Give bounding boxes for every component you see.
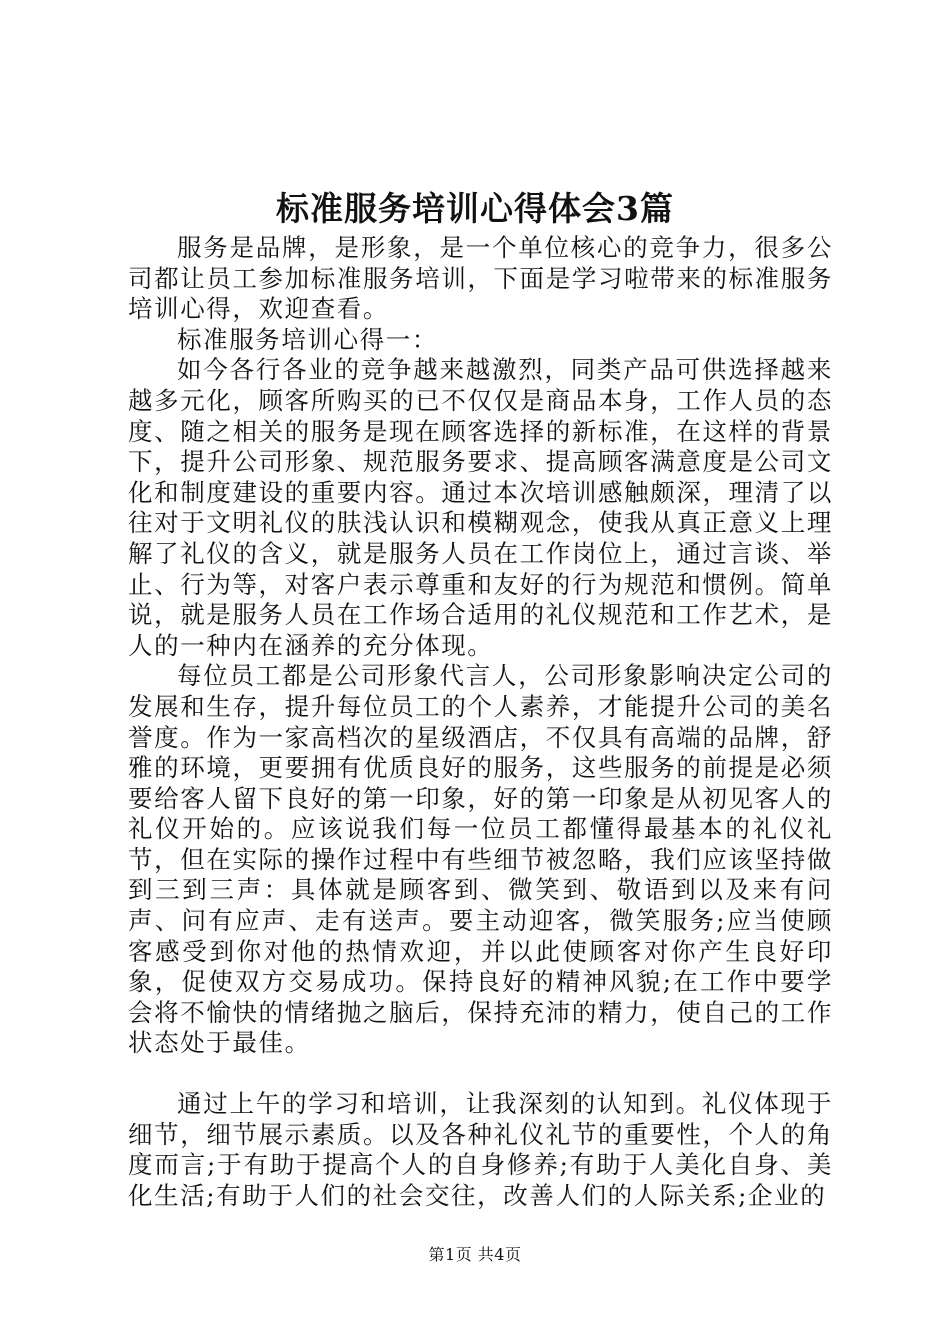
section-heading: 标准服务培训心得一： (177, 324, 438, 354)
intro-paragraph: 服务是品牌，是形象，是一个单位核心的竞争力，很多公司都让员工参加标准服务培训，下面是学习啦带来的标准服务培训心得，欢迎查看。 (128, 233, 833, 324)
body-paragraph: 通过上午的学习和培训，让我深刻的认知到。礼仪体现于细节，细节展示素质。以及各种礼仪礼节的重要性，个人的角度而言;于有助于提高个人的自身修养;有助于人美化自身、美化生活;有助于人们的社会交往，改善人们的人际关系;企业的 (128, 1089, 833, 1210)
body-paragraph: 如今各行各业的竞争越来越激烈，同类产品可供选择越来越多元化，顾客所购买的已不仅仅是商品本身，工作人员的态度、随之相关的服务是现在顾客选择的新标准，在这样的背景下，提升公司形象、规范服务要求、提高顾客满意度是公司文化和制度建设的重要内容。通过本次培训感触颇深，理清了以往对于文明礼仪的肤浅认识和模糊观念，使我从真正意义上理解了礼仪的含义，就是服务人员在工作岗位上，通过言谈、举止、行为等，对客户表示尊重和友好的行为规范和惯例。简单说，就是服务人员在工作场合适用的礼仪规范和工作艺术，是人的一种内在涵养的充分体现。 (128, 355, 833, 660)
body-paragraph: 每位员工都是公司形象代言人，公司形象影响决定公司的发展和生存，提升每位员工的个人素养，才能提升公司的美名誉度。作为一家高档次的星级酒店，不仅具有高端的品牌，舒雅的环境，更要拥有优质良好的服务，这些服务的前提是必须要给客人留下良好的第一印象，好的第一印象是从初见客人的礼仪开始的。应该说我们每一位员工都懂得最基本的礼仪礼节，但在实际的操作过程中有些细节被忽略，我们应该坚持做到三到三声：具体就是顾客到、微笑到、敬语到以及来有问声、问有应声、走有送声。要主动迎客，微笑服务;应当使顾客感受到你对他的热情欢迎，并以此使顾客对你产生良好印象，促使双方交易成功。保持良好的精神风貌;在工作中要学会将不愉快的情绪抛之脑后，保持充沛的精力，使自己的工作状态处于最佳。 (128, 661, 833, 1058)
page-footer: 第1页 共4页 (428, 1245, 522, 1264)
document-title: 标准服务培训心得体会3篇 (276, 189, 674, 228)
document-body (128, 233, 833, 1211)
